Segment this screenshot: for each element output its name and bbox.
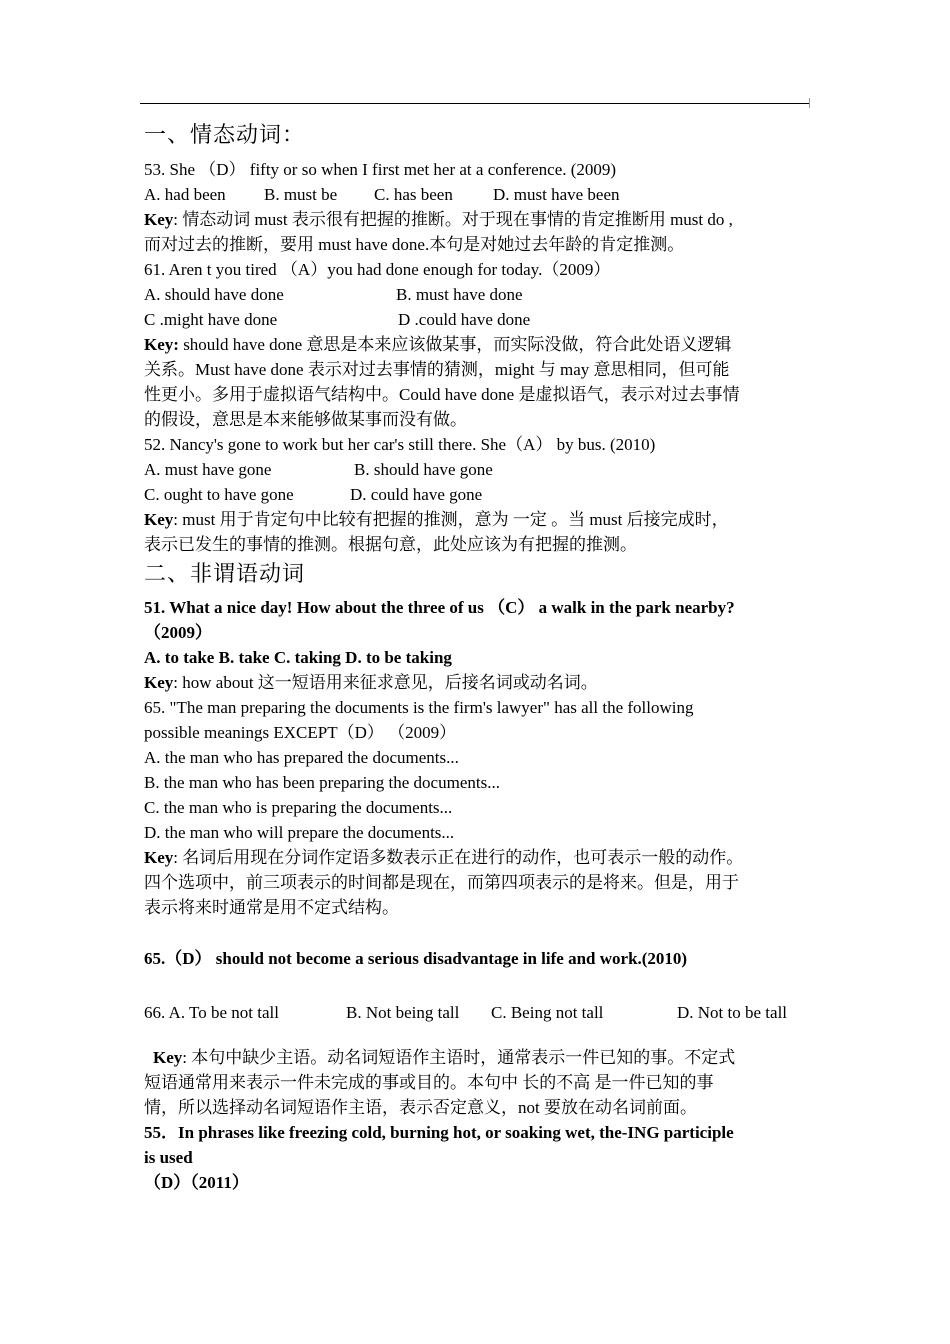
key-label: Key: [144, 673, 174, 692]
section-heading-nonfinite-verbs: 二、非谓语动词: [144, 561, 306, 586]
option-c: C. Being not tall: [491, 1003, 604, 1022]
question-51-options: A. to take B. take C. taking D. to be taking: [144, 648, 452, 667]
key-text: : 本句中缺少主语。动名词短语作主语时，通常表示一件已知的事。不定式: [182, 1048, 736, 1067]
option-b: B. should have gone: [354, 460, 493, 479]
question-65-key-line-3: 表示将来时通常是用不定式结构。: [144, 898, 399, 917]
question-52-stem: 52. Nancy's gone to work but her car's still there. She（A） by bus. (2010): [144, 435, 656, 454]
question-66-options: [144, 1000, 810, 1025]
question-52-key-line-2: 表示已发生的事情的推测。根据句意，此处应该为有把握的推测。: [144, 535, 637, 554]
option-b: B. must be: [264, 185, 338, 204]
option-a: A. should have done: [144, 285, 284, 304]
question-52-options-row-1: [144, 457, 810, 482]
question-61-key-line-3: 性更小。多用于虚拟语气结构中。Could have done 是虚拟语气，表示对过去事情: [144, 385, 740, 404]
question-65-option-b: B. the man who has been preparing the documents...: [144, 773, 500, 792]
option-b: B. Not being tall: [346, 1003, 460, 1022]
question-51-stem-line-1: 51. What a nice day! How about the three of us （C） a walk in the park nearby?: [144, 598, 735, 617]
option-a: A. must have gone: [144, 460, 272, 479]
option-c: C .might have done: [144, 310, 278, 329]
question-65-option-d: D. the man who will prepare the documents...: [144, 823, 455, 842]
option-b: B. must have done: [396, 285, 523, 304]
option-d: D. Not to be tall: [677, 1003, 788, 1022]
question-65-option-a: A. the man who has prepared the documents...: [144, 748, 459, 767]
question-61-key-line-1: [144, 332, 810, 357]
option-c: C. ought to have gone: [144, 485, 294, 504]
question-55-stem-line-3: （D）（2011）: [144, 1173, 249, 1192]
question-55-stem-line-1: 55．In phrases like freezing cold, burning hot, or soaking wet, the-ING participle: [144, 1123, 734, 1142]
question-52-options-row-2: [144, 482, 810, 507]
question-65-key-line-1: [144, 845, 810, 870]
option-a: 66. A. To be not tall: [144, 1003, 279, 1022]
key-text: : how about 这一短语用来征求意见，后接名词或动名词。: [173, 673, 598, 692]
question-53-key-line-1: [144, 207, 810, 232]
question-53-stem: 53. She （D） fifty or so when I first met her at a conference. (2009): [144, 160, 617, 179]
key-label: Key: [153, 1048, 183, 1067]
key-text: : 名词后用现在分词作定语多数表示正在进行的动作，也可表示一般的动作。: [173, 848, 744, 867]
key-text: : 情态动词 must 表示很有把握的推断。对于现在事情的肯定推断用 must do ,: [173, 210, 733, 229]
option-d: D .could have done: [398, 310, 531, 329]
question-65b-stem: 65.（D） should not become a serious disadvantage in life and work.(2010): [144, 949, 688, 968]
question-61-stem: 61. Aren t you tired （A）you had done enough for today.（2009）: [144, 260, 611, 279]
question-53-key-line-2: 而对过去的推断，要用 must have done.本句是对她过去年龄的肯定推测。: [144, 235, 685, 254]
option-d: D. must have been: [493, 185, 620, 204]
key-label: Key: [144, 848, 174, 867]
document-body: [144, 113, 810, 1195]
key-text: should have done 意思是本来应该做某事，而实际没做，符合此处语义逻辑: [178, 335, 732, 354]
question-65-stem-line-2: possible meanings EXCEPT（D） （2009）: [144, 723, 457, 742]
key-text: : must 用于肯定句中比较有把握的推测，意为 一定 。当 must 后接完成时，: [173, 510, 729, 529]
key-label: Key: [144, 510, 174, 529]
question-66-key-line-2: 短语通常用来表示一件未完成的事或目的。本句中 长的不高 是一件已知的事: [144, 1073, 714, 1092]
question-66-key-line-3: 情，所以选择动名词短语作主语，表示否定意义，not 要放在动名词前面。: [144, 1098, 697, 1117]
question-51-stem-line-2: （2009）: [144, 623, 212, 642]
question-65-stem-line-1: 65. "The man preparing the documents is the firm's lawyer" has all the following: [144, 698, 694, 717]
question-52-key-line-1: [144, 507, 810, 532]
key-label: Key:: [144, 335, 179, 354]
option-a: A. had been: [144, 185, 226, 204]
question-61-options-row-1: [144, 282, 810, 307]
option-c: C. has been: [374, 185, 453, 204]
header-rule: [140, 103, 810, 104]
question-61-key-line-2: 关系。Must have done 表示对过去事情的猜测，might 与 may 意思相同，但可能: [144, 360, 730, 379]
question-65-key-line-2: 四个选项中，前三项表示的时间都是现在，而第四项表示的是将来。但是，用于: [144, 873, 739, 892]
question-61-key-line-4: 的假设，意思是本来能够做某事而没有做。: [144, 410, 467, 429]
key-label: Key: [144, 210, 174, 229]
question-65-option-c: C. the man who is preparing the documents...: [144, 798, 453, 817]
section-heading-modal-verbs: 一、情态动词：: [144, 122, 306, 147]
question-55-stem-line-2: is used: [144, 1148, 193, 1167]
question-51-key-line-1: [144, 670, 810, 695]
header-rule-tick: [809, 98, 810, 108]
question-66-key-line-1: [144, 1045, 810, 1070]
question-61-options-row-2: [144, 307, 810, 332]
question-53-options: [144, 182, 810, 207]
option-d: D. could have gone: [350, 485, 483, 504]
